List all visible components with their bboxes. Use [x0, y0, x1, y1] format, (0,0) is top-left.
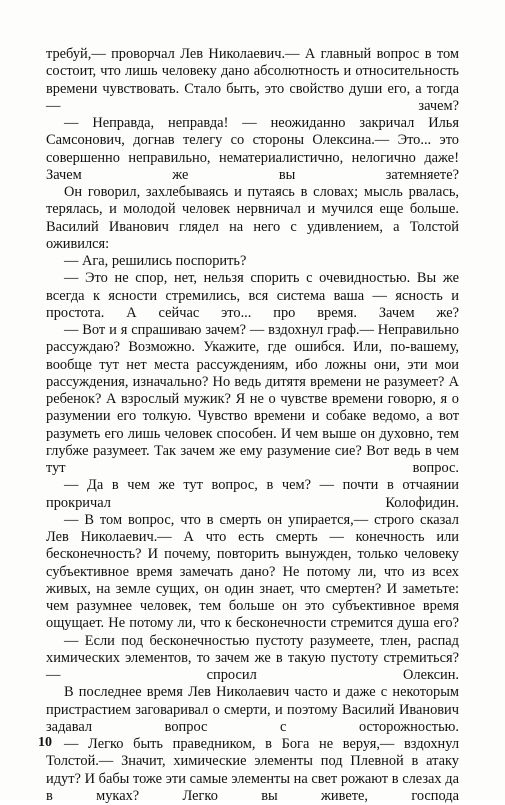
paragraph-11: — Легко быть праведником, в Бога не веруя,— вздохнул Толстой.— Значит, химические элементы под Плевной в атаку идут? И бабы тоже эти самые элементы на свет рожают в слезах да в муках? Легко вы живете, господа — [46, 736, 459, 804]
paragraph-5: — Это не спор, нет, нельзя спорить с очевидностью. Вы же всегда к ясности стремились, вся система ваша — ясность и простота. А сейчас это... про время. Зачем же? — [46, 270, 459, 321]
paragraph-8: — В том вопрос, что в смерть он упирается,— строго сказал Лев Николаевич.— А что есть смерть — конечность или бесконечность? И почему, повторить вынужден, только человеку субъективное время замечать дано? Не потому ли, что из всех живых, на земле сущих, он один знает, что смертен? И заметьте: чем разумнее человек, тем больше он это субъективное время ощущает. Не потому ли, что к бесконечности стремится душа его? — [46, 511, 459, 632]
paragraph-2: — Неправда, неправда! — неожиданно закричал Илья Самсонович, догнав телегу со стороны Олексина.— Это... это совершенно неправильно, нематериалистично, нелогично даже! Зачем же вы затемняете? — [46, 115, 459, 183]
paragraph-9: — Если под бесконечностью пустоту разумеете, тлен, распад химических элементов, то зачем же в такую пустоту стремиться? — спросил Олексин. — [46, 632, 459, 683]
paragraph-6: — Вот и я спрашиваю зачем? — вздохнул граф.— Неправильно рассуждаю? Возможно. Укажите, где ошибся. Или, по-вашему, вообще тут нет места рассуждениям, ибо ложны они, эти мои рассуждения, изначально? Но ведь дитятя времени не разумеет? А ребенок? А взрослый мужик? Я не о чувстве времени говорю, я о разумении его толкую. Чувство времени и собаке ведомо, а вот разуметь его лишь человек способен. И чем выше он духовно, тем глубже разумеет. Так зачем же ему разумение сие? Вот ведь в чем тут вопрос. — [46, 322, 459, 476]
paragraph-4: — Ага, решились поспорить? — [64, 253, 247, 269]
paragraph-3: Он говорил, захлебываясь и путаясь в словах; мысль рвалась, терялась, и молодой человек нервничал и мучился еще больше. Василий Иванович глядел на него с удивлением, а Толстой оживился: — [46, 184, 459, 252]
page-number: 10 — [38, 735, 52, 750]
paragraph-1: требуй,— проворчал Лев Николаевич.— А главный вопрос в том состоит, что лишь человеку дано абсолютность и относительность времени чувствовать. Стало быть, это свойство души его, а тогда — зачем? — [46, 46, 459, 114]
paragraph-7: — Да в чем же тут вопрос, в чем? — почти в отчаянии прокричал Колофидин. — [46, 477, 459, 511]
paragraph-10: В последнее время Лев Николаевич часто и даже с некоторым пристрастием заговаривал о смерти, и поэтому Василий Иванович задавал вопрос с осторожностью. — [46, 684, 459, 735]
